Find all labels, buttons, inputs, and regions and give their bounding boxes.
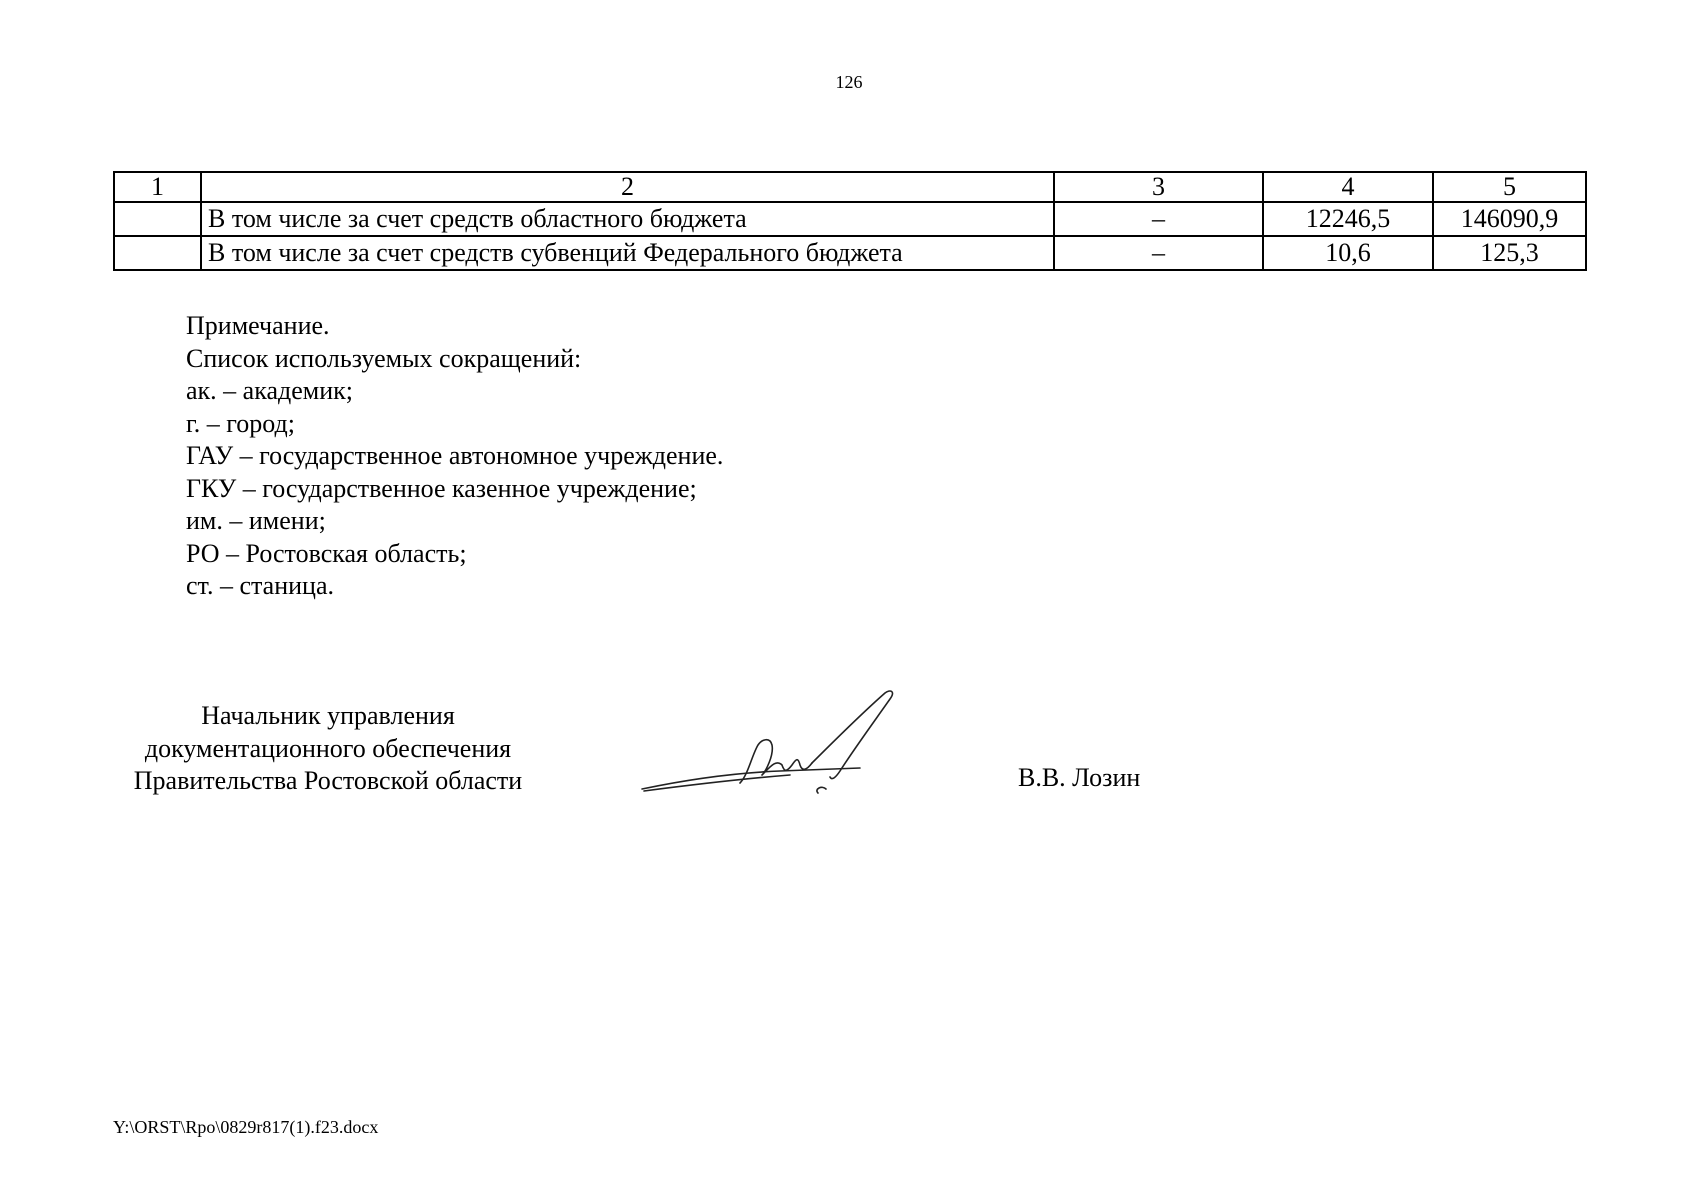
table-header-row <box>114 172 1586 202</box>
header-cell: 4 <box>1263 172 1433 202</box>
signer-position-line: документационного обеспечения <box>144 733 512 763</box>
abbreviation-item: ст. – станица. <box>186 571 334 600</box>
header-cell: 1 <box>114 172 201 202</box>
notes-heading: Примечание. <box>186 311 330 340</box>
header-cell: 5 <box>1433 172 1586 202</box>
budget-table <box>113 171 1587 271</box>
notes-section <box>186 310 723 603</box>
handwritten-signature <box>640 685 920 805</box>
header-cell: 3 <box>1054 172 1263 202</box>
abbreviation-item: им. – имени; <box>186 506 326 535</box>
table-cell: 10,6 <box>1263 236 1433 270</box>
table-cell <box>114 202 201 236</box>
table-cell: В том числе за счет средств субвенций Федерального бюджета <box>201 236 1054 270</box>
page-number: 126 <box>835 72 863 92</box>
signer-position-line: Правительства Ростовской области <box>133 766 523 795</box>
signer-name: В.В. Лозин <box>1018 763 1141 792</box>
header-cell: 2 <box>201 172 1054 202</box>
table-cell: – <box>1054 202 1263 236</box>
abbreviation-item: ГАУ – государственное автономное учреждение. <box>186 441 724 470</box>
table-cell: 125,3 <box>1433 236 1586 270</box>
table-row <box>114 202 1586 236</box>
signer-position <box>113 700 543 798</box>
abbreviation-item: ак. – академик; <box>186 376 353 405</box>
abbreviation-item: РО – Ростовская область; <box>186 538 467 568</box>
signer-position-line: Начальник управления <box>201 701 455 730</box>
file-path-footer: Y:\ORST\Rpo\0829r817(1).f23.docx <box>113 1117 379 1137</box>
table-cell: 146090,9 <box>1433 202 1586 236</box>
table-cell: 12246,5 <box>1263 202 1433 236</box>
table-cell: – <box>1054 236 1263 270</box>
table-row <box>114 236 1586 270</box>
table-cell <box>114 236 201 270</box>
abbreviation-item: ГКУ – государственное казенное учреждение; <box>186 473 697 503</box>
abbreviation-item: г. – город; <box>186 408 295 438</box>
table-cell: В том числе за счет средств областного бюджета <box>201 202 1054 236</box>
abbreviations-title: Список используемых сокращений: <box>186 343 582 373</box>
